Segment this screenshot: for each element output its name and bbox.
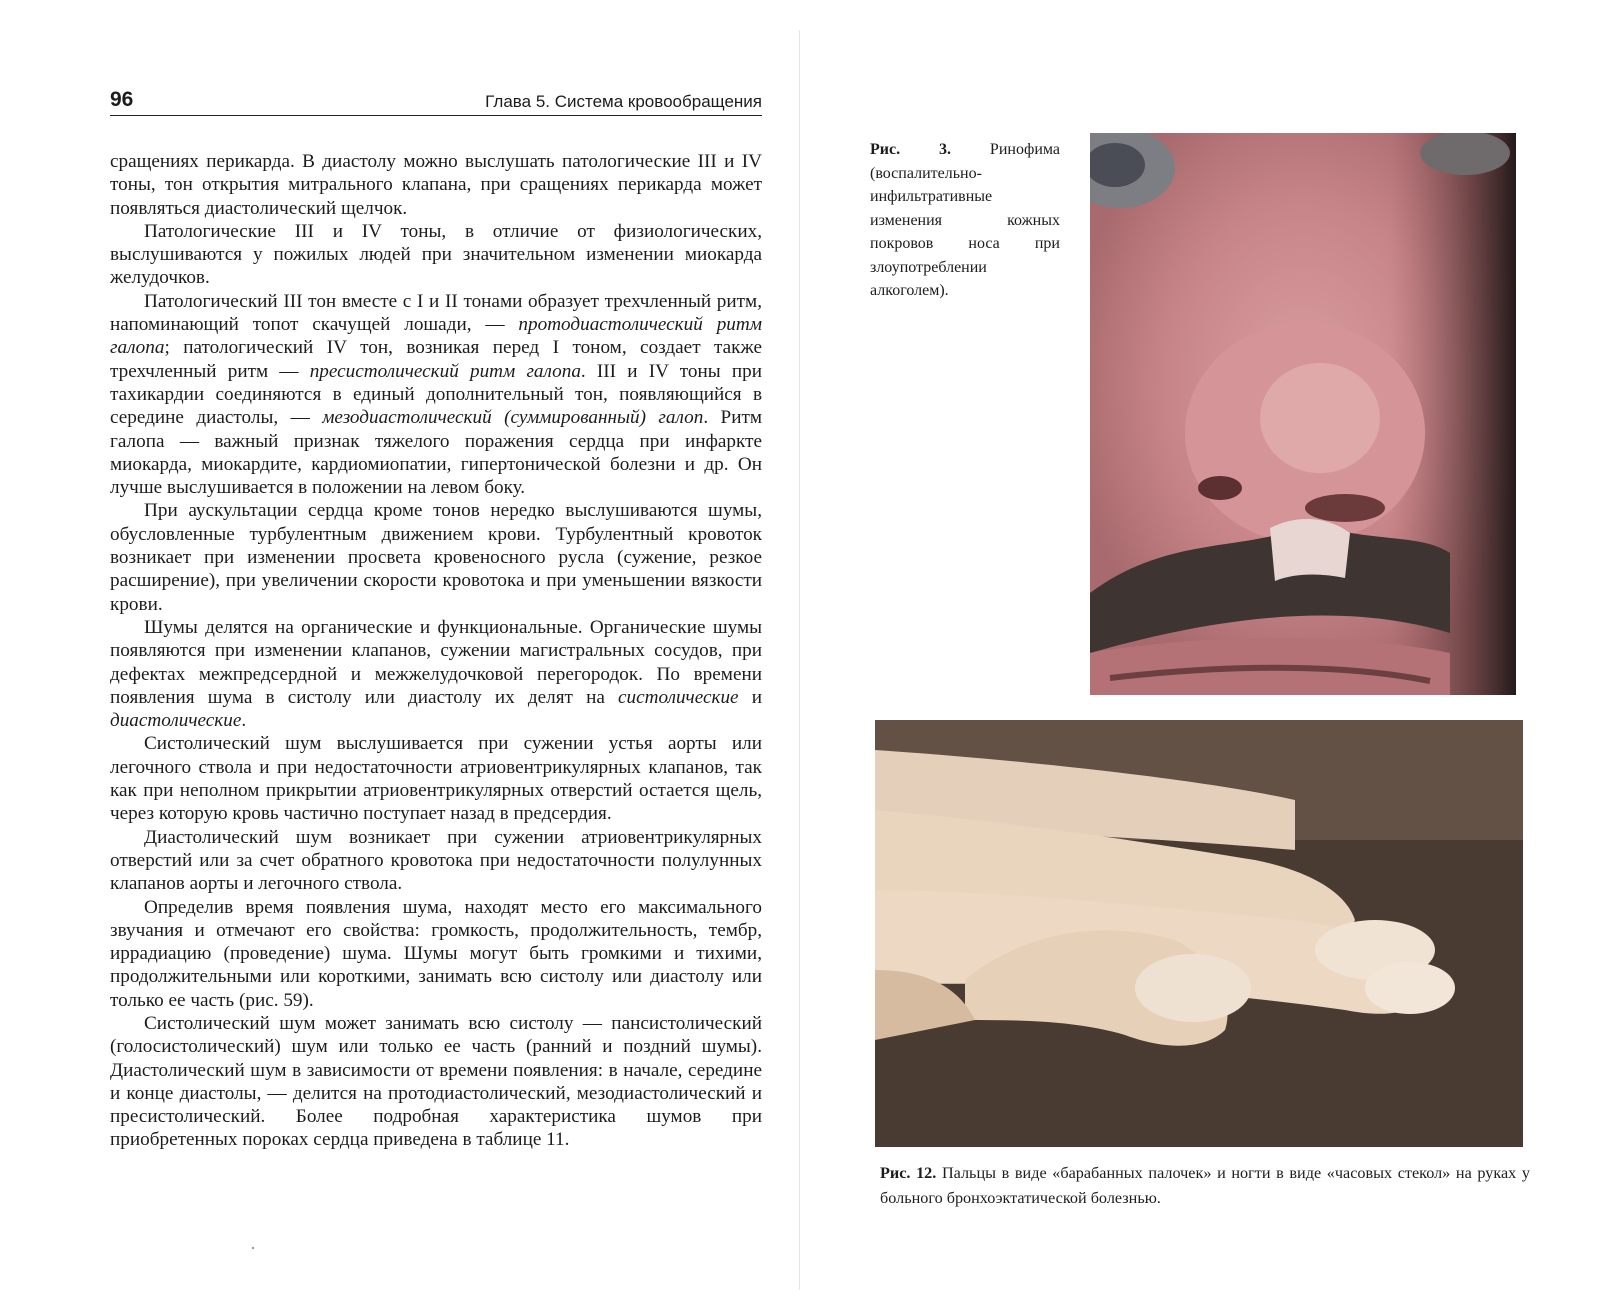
- paragraph: Определив время появления шума, находят место его максимального звучания и отмечают его свойства: громкость, продолжительность, тембр, иррадиацию (проведение) шума. Шумы могут быть громкими и тихими, продолжительными или короткими, занимать всю систолу или диастолу или только ее часть (рис. 59).: [110, 896, 762, 1011]
- text-run: Шумы делятся на органические и функциональные. Органические шумы появляются при изменении клапанов, сужении магистральных сосудов, при дефектах межпредсердной и межжелудочковой перегородок. По времени появления шума в систолу или диастолу их делят на: [110, 616, 762, 708]
- figure-12-label: Рис. 12.: [880, 1164, 937, 1182]
- book-spine: [799, 30, 800, 1290]
- figure-12-text: Пальцы в виде «барабанных палочек» и ногти в виде «часовых стекол» на руках у больного бронхоэктатической болезнью.: [880, 1164, 1530, 1207]
- running-head: [110, 88, 762, 116]
- paragraph: Диастолический шум возникает при сужении атриовентрикулярных отверстий или за счет обратного кровотока при недостаточности полулунных клапанов аорты и легочного ствола.: [110, 826, 762, 895]
- term-italic: пресистолический ритм галопа: [309, 360, 581, 382]
- figure-3-photo: [1090, 133, 1516, 695]
- text-run: . III и IV тоны при тахикардии соединяются в единый дополнительный тон, появляющийся в середине диастолы, —: [110, 360, 762, 429]
- paragraph: Патологические III и IV тоны, в отличие от физиологических, выслушиваются у пожилых людей при значительном изменении миокарда желудочков.: [110, 220, 762, 289]
- scan-speck: [252, 1247, 254, 1249]
- term-italic: диастолические: [110, 710, 242, 732]
- text-run: Патологический III тон вместе с I и II тонами образует трехчленный ритм, напоминающий топот скачущей лошади, —: [110, 290, 762, 336]
- term-italic: систолические: [618, 686, 739, 708]
- body-text: [110, 150, 762, 1152]
- figure-3-caption: [870, 138, 1060, 303]
- term-italic: протодиастолический ритм галопа: [110, 314, 762, 359]
- figure-3-label: Рис. 3.: [870, 141, 952, 158]
- chapter-title: Глава 5. Система кровообращения: [485, 92, 762, 111]
- left-page: [110, 88, 762, 1152]
- figure-12-photo: [875, 720, 1523, 1147]
- paragraph: Систолический шум выслушивается при сужении устья аорты или легочного ствола и при недостаточности атриовентрикулярных клапанов, так как при неполном прикрытии атриовентрикулярных отверстий остается щель, через которую кровь частично поступает назад в предсердия.: [110, 733, 762, 825]
- page-number: 96: [110, 88, 134, 111]
- text-run: . Ритм галопа — важный признак тяжелого поражения сердца при инфаркте миокарда, миокардите, кардиомиопатии, гипертонической болезни и др. Он лучше выслушивается в положении на левом боку.: [110, 407, 762, 499]
- term-italic: мезодиастолический (суммированный) галоп: [322, 407, 704, 429]
- text-run: .: [241, 710, 247, 732]
- text-run: ; патологический IV тон, возникая перед I тоном, создает также трехчленный ритм —: [110, 337, 762, 382]
- paragraph: Систолический шум может занимать всю систолу — пансистолический (голосистолический) шум или только ее часть (ранний и поздний шумы). Диастолический шум в зависимости от времени появления: в начале, середине и конце диастолы, — делится на протодиастолический, мезодиастолический и пресистолический. Более подробная характеристика шумов при приобретенных пороках сердца приведена в таблице 11.: [110, 1012, 762, 1151]
- text-run: и: [738, 686, 762, 708]
- figure-12-caption: [880, 1161, 1530, 1211]
- paragraph: При аускультации сердца кроме тонов нередко выслушиваются шумы, обусловленные турбулентным движением крови. Турбулентный кровоток возникает при изменении просвета кровеносного русла (сужение, резкое расширение), при увеличении скорости кровотока и при уменьшении вязкости крови.: [110, 500, 762, 615]
- paragraph: [110, 290, 762, 500]
- paragraph: [110, 616, 762, 732]
- figure-3-text: Ринофима (воспалительно-инфильтративные изменения кожных покровов носа при злоупотреблении алкоголем).: [870, 141, 1060, 299]
- paragraph: сращениях перикарда. В диастолу можно выслушать патологические III и IV тоны, тон открытия митрального клапана, при сращениях перикарда может появляться диастолический щелчок.: [110, 151, 762, 219]
